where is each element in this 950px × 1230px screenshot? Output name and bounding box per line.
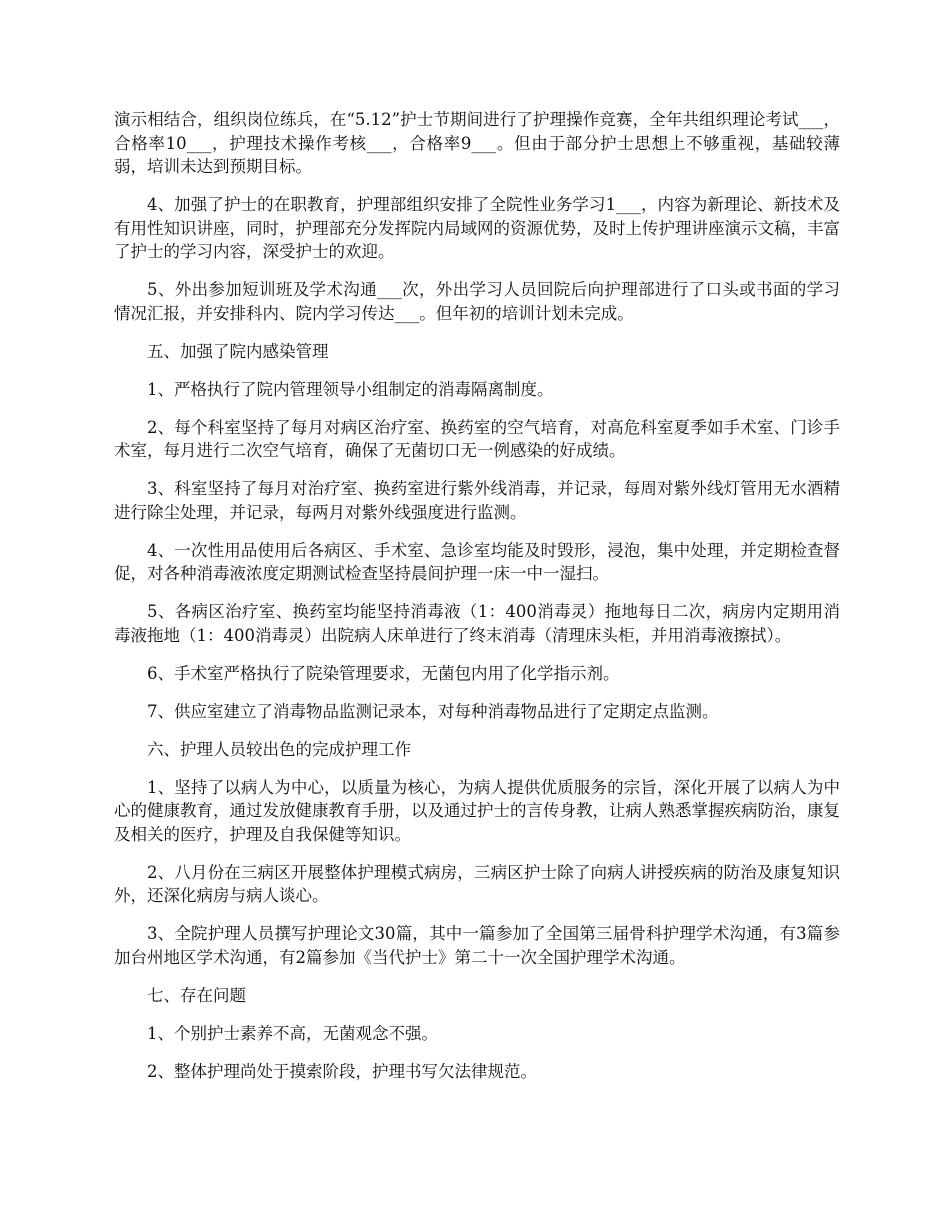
paragraph-item-6-operating-room: 6、手术室严格执行了院染管理要求，无菌包内用了化学指示剂。	[147, 663, 620, 683]
paragraph-item-3-papers: 3、全院护理人员撰写护理论文30篇，其中一篇参加了全国第三届骨科护理学术沟通，有3篇参加台州地区学术沟通，有2篇参加《当代护士》第二十一次全国护理学术沟通。	[114, 924, 840, 967]
paragraph-item-2-holistic-ward: 2、八月份在三病区开展整体护理模式病房，三病区护士除了向病人讲授疾病的防治及康复知识外，还深化病房与病人谈心。	[114, 862, 840, 905]
document-page	[114, 108, 840, 1098]
paragraph-item-5-floor-mopping: 5、各病区治疗室、换药室均能坚持消毒液（1：400消毒灵）拖地每日二次，病房内定期用消毒液拖地（1：400消毒灵）出院病人床单进行了终末消毒（清理床头柜，并用消毒液擦拭）。	[114, 602, 840, 645]
section-heading-nursing-work: 六、护理人员较出色的完成护理工作	[147, 739, 411, 759]
section-heading-infection-control: 五、加强了院内感染管理	[147, 341, 329, 361]
paragraph-item-7-supply-room: 7、供应室建立了消毒物品监测记录本，对每种消毒物品进行了定期定点监测。	[147, 701, 719, 721]
paragraph-item-4-in-service-education: 4、加强了护士的在职教育，护理部组织安排了全院性业务学习1___，内容为新理论、新技术及有用性知识讲座，同时，护理部充分发挥院内局域网的资源优势，及时上传护理讲座演示文稿，丰富了护士的学习内容，深受护士的欢迎。	[114, 195, 840, 261]
paragraph-item-3-uv-disinfection: 3、科室坚持了每月对治疗室、换药室进行紫外线消毒，并记录，每周对紫外线灯管用无水酒精进行除尘处理，并记录，每两月对紫外线强度进行监测。	[114, 479, 840, 522]
paragraph-item-1-nurse-quality: 1、个别护士素养不高，无菌观念不强。	[147, 1023, 438, 1043]
section-heading-existing-problems: 七、存在问题	[147, 985, 246, 1005]
paragraph-item-2-holistic-care: 2、整体护理尚处于摸索阶段，护理书写欠法律规范。	[147, 1061, 537, 1081]
paragraph-item-2-air-culture: 2、每个科室坚持了每月对病区治疗室、换药室的空气培育，对高危科室夏季如手术室、门诊手术室，每月进行二次空气培育，确保了无菌切口无一例感染的好成绩。	[114, 417, 840, 460]
paragraph-item-1-patient-centered: 1、坚持了以病人为中心，以质量为核心，为病人提供优质服务的宗旨，深化开展了以病人为中心的健康教育，通过发放健康教育手册，以及通过护士的言传身教，让病人熟悉掌握疾病防治，康复及相关的医疗，护理及自我保健等知识。	[114, 777, 840, 844]
paragraph-item-1-disinfection-system: 1、严格执行了院内管理领导小组制定的消毒隔离制度。	[147, 379, 554, 399]
paragraph-item-5-external-training: 5、外出参加短训班及学术沟通___次，外出学习人员回院后向护理部进行了口头或书面的学习情况汇报，并安排科内、院内学习传达___。但年初的培训计划未完成。	[114, 280, 840, 323]
paragraph-item-4-disposables: 4、一次性用品使用后各病区、手术室、急诊室均能及时毁形，浸泡，集中处理，并定期检查督促，对各种消毒液浓度定期测试检查坚持晨间护理一床一中一湿扫。	[114, 540, 840, 583]
paragraph-continuation: 演示相结合，组织岗位练兵，在“5.12”护士节期间进行了护理操作竞赛，全年共组织理论考试___，合格率10___，护理技术操作考核___，合格率9___。但由于部分护士思想上不够重视，基础较薄弱，培训未达到预期目标。	[114, 110, 840, 176]
